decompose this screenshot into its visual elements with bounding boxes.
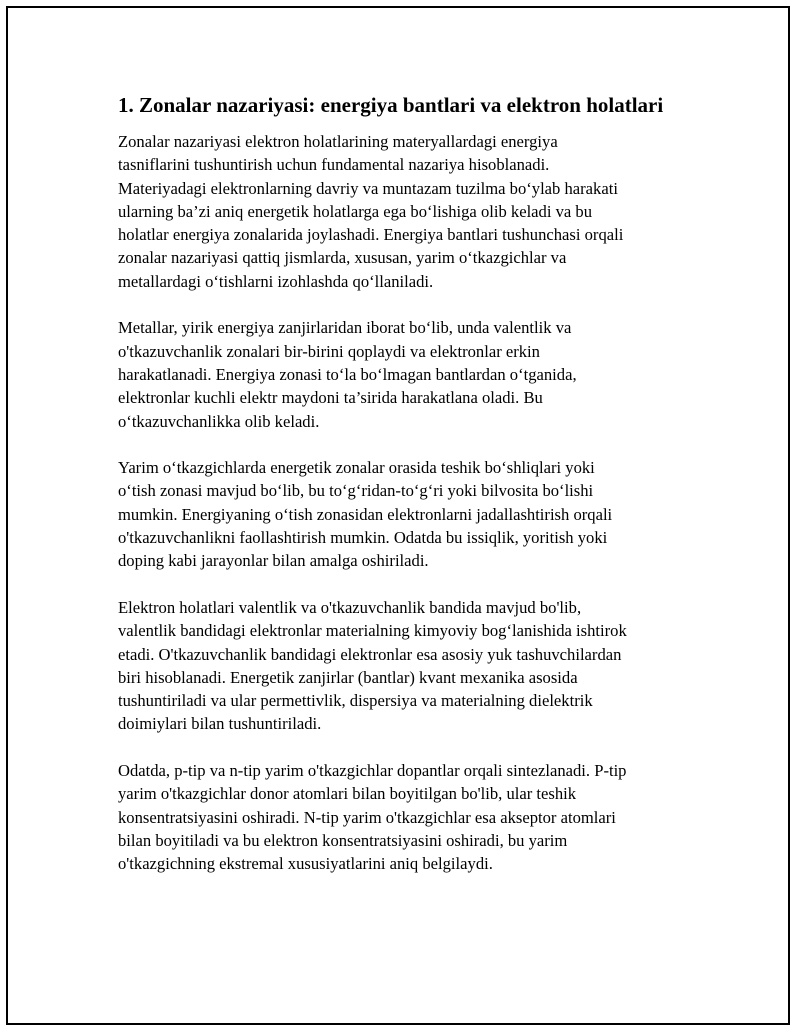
text-line: Odatda, p-tip va n-tip yarim o'tkazgichlar dopantlar orqali sintezlanadi. P-tip <box>118 761 627 781</box>
text-line: holatlar energiya zonalarida joylashadi. Energiya bantlari tushunchasi orqali <box>118 225 624 245</box>
text-line: harakatlanadi. Energiya zonasi to‘la bo‘lmagan bantlardan o‘tganida, <box>118 364 577 384</box>
text-line: etadi. O'tkazuvchanlik bandidagi elektronlar esa asosiy yuk tashuvchilardan <box>118 644 622 664</box>
paragraph-4 <box>118 596 698 736</box>
text-line: Materiyadagi elektronlarning davriy va muntazam tuzilma bo‘ylab harakati <box>118 178 618 198</box>
text-line: tushuntiriladi va ular permettivlik, dispersiya va materialning dielektrik <box>118 691 593 711</box>
text-line: doimiylari bilan tushuntiriladi. <box>118 714 322 734</box>
text-line: valentlik bandidagi elektronlar materialning kimyoviy bog‘lanishida ishtirok <box>118 621 627 641</box>
text-line: Elektron holatlari valentlik va o'tkazuvchanlik bandida mavjud bo'lib, <box>118 597 582 617</box>
text-line: Yarim o‘tkazgichlarda energetik zonalar orasida teshik bo‘shliqlari yoki <box>118 458 595 478</box>
text-line: konsentratsiyasini oshiradi. N-tip yarim o'tkazgichlar esa akseptor atomlari <box>118 807 616 827</box>
text-line: o'tkazuvchanlikni faollashtirish mumkin. Odatda bu issiqlik, yoritish yoki <box>118 528 608 548</box>
text-line: metallardagi o‘tishlarni izohlashda qo‘llaniladi. <box>118 271 434 291</box>
section-heading: 1. Zonalar nazariyasi: energiya bantlari va elektron holatlari <box>118 93 664 117</box>
text-line: bilan boyitiladi va bu elektron konsentratsiyasini oshiradi, bu yarim <box>118 830 568 850</box>
text-line: elektronlar kuchli elektr maydoni ta’sirida harakatlana oladi. Bu <box>118 388 543 408</box>
text-line: doping kabi jarayonlar bilan amalga oshiriladi. <box>118 551 429 571</box>
text-line: tasniflarini tushuntirish uchun fundamental nazariya hisoblanadi. <box>118 155 550 175</box>
text-line: Metallar, yirik energiya zanjirlaridan iborat bo‘lib, unda valentlik va <box>118 318 572 338</box>
paragraph-2 <box>118 316 698 432</box>
document-body <box>118 92 698 899</box>
text-line: mumkin. Energiyaning o‘tish zonasidan elektronlarni jadallashtirish orqali <box>118 504 613 524</box>
text-line: o'tkazgichning ekstremal xususiyatlarini aniq belgilaydi. <box>118 854 493 874</box>
text-line: yarim o'tkazgichlar donor atomlari bilan boyitilgan bo'lib, ular teshik <box>118 784 577 804</box>
text-line: biri hisoblanadi. Energetik zanjirlar (bantlar) kvant mexanika asosida <box>118 667 578 687</box>
text-line: Zonalar nazariyasi elektron holatlarining materyallardagi energiya <box>118 132 558 151</box>
text-line: zonalar nazariyasi qattiq jismlarda, xususan, yarim o‘tkazgichlar va <box>118 248 567 268</box>
text-line: o'tkazuvchanlik zonalari bir-birini qoplaydi va elektronlar erkin <box>118 341 540 361</box>
text-line: o‘tish zonasi mavjud bo‘lib, bu to‘g‘ridan-to‘g‘ri yoki bilvosita bo‘lishi <box>118 481 594 501</box>
text-line: ularning ba’zi aniq energetik holatlarga ega bo‘lishiga olib keladi va bu <box>118 201 592 221</box>
text-line: o‘tkazuvchanlikka olib keladi. <box>118 411 320 431</box>
paragraph-1 <box>118 130 698 293</box>
paragraph-3 <box>118 456 698 572</box>
paragraph-5 <box>118 759 698 875</box>
